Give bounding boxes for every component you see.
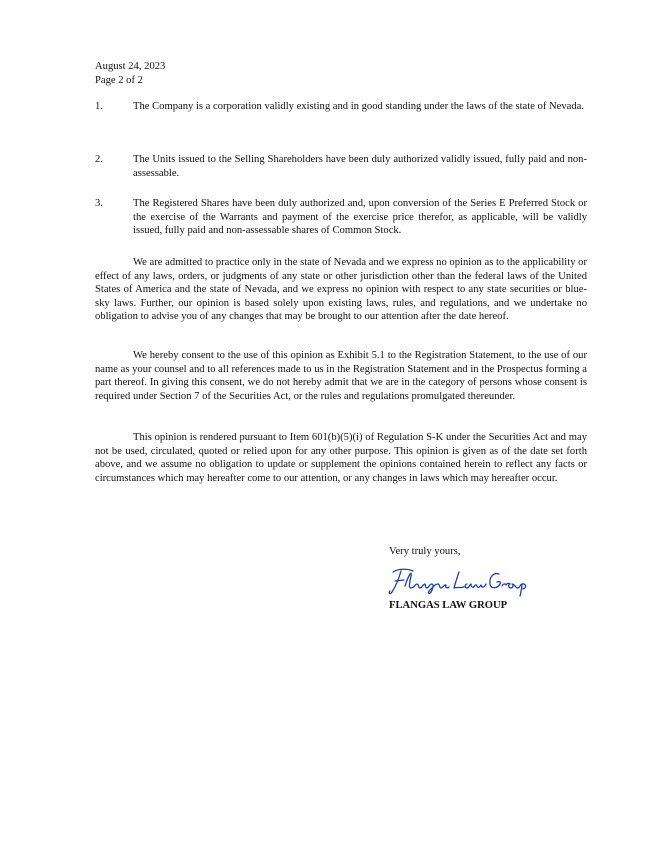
opinion-text: The Registered Shares have been duly authorized and, upon conversion of the Series E Preferred Stock or the exercise of the Warrants and payment of the exercise price therefor, as applicable, will be validly issued, fully paid and non-assessable shares of Common Stock. xyxy=(133,198,587,237)
letter-header xyxy=(95,60,165,87)
paragraph-reliance: This opinion is rendered pursuant to Item 601(b)(5)(i) of Regulation S-K under the Securities Act and may not be used, circulated, quoted or relied upon for any other purpose. This opinion is given as of the date set forth above, and we assume no obligation to update or supplement the opinions contained herein to reflect any facts or circumstances which may hereafter come to our attention, or any changes in laws which may hereafter occur. xyxy=(95,432,587,484)
paragraph-consent: We hereby consent to the use of this opinion as Exhibit 5.1 to the Registration Statement, to the use of our name as your counsel and to all references made to us in the Registration Statement and in the Prospectus forming a part thereof. In giving this consent, we do not hereby admit that we are in the category of persons whose consent is required under Section 7 of the Securities Act, or the rules and regulations promulgated thereunder. xyxy=(95,350,587,402)
paragraph-jurisdiction: We are admitted to practice only in the state of Nevada and we express no opinion as to the applicability or effect of any laws, orders, or judgments of any state or other jurisdiction other than the federal laws of the United States of America and the state of Nevada, and we express no opinion with respect to any state securities or blue-sky laws. Further, our opinion is based solely upon existing laws, rules, and regulations, and we undertake no obligation to advise you of any changes that may be brought to our attention after the date hereof. xyxy=(95,257,587,323)
handwritten-signature xyxy=(387,562,537,602)
page-indicator: Page 2 of 2 xyxy=(95,74,143,86)
opinion-item-1 xyxy=(95,100,587,114)
opinion-item-3 xyxy=(95,197,587,238)
opinion-item-2 xyxy=(95,153,587,180)
opinion-text: The Units issued to the Selling Shareholders have been duly authorized validly issued, fully paid and non-assessable. xyxy=(133,154,587,179)
closing-salutation: Very truly yours, xyxy=(389,546,461,557)
opinion-text: The Company is a corporation validly existing and in good standing under the laws of the state of Nevada. xyxy=(133,101,585,112)
opinion-number: 1. xyxy=(95,101,103,112)
opinion-number: 3. xyxy=(95,198,103,209)
firm-name: FLANGAS LAW GROUP xyxy=(389,600,508,611)
opinion-number: 2. xyxy=(95,154,103,165)
letter-date: August 24, 2023 xyxy=(95,61,166,72)
